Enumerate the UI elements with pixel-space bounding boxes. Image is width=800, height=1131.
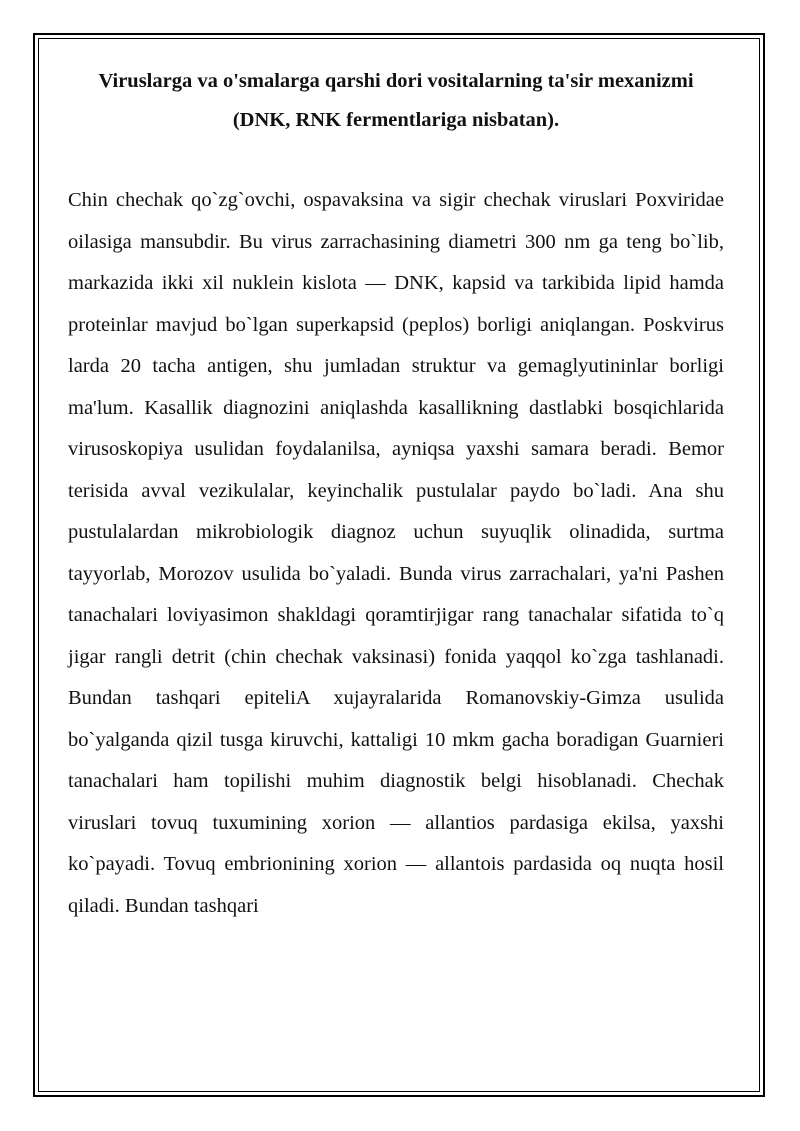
body-paragraph: Chin chechak qo`zg`ovchi, ospavaksina va sigir chechak viruslari Poxviridae oilasiga mansubdir. Bu virus zarrachasining diametri 300 nm ga teng bo`lib, markazida ikki xil nuklein kislota — DNK, kapsid va tarkibida lipid hamda proteinlar mavjud bo`lgan superkapsid (peplos) borligi aniqlangan. Poskvirus larda 20 tacha antigen, shu jumladan struktur va gemaglyutininlar borligi ma'lum. Kasallik diagnozini aniqlashda kasallikning dastlabki bosqichlarida virusoskopiya usulidan foydalanilsa, ayniqsa yaxshi samara beradi. Bemor terisida avval vezikulalar, keyinchalik pustulalar paydo bo`ladi. Ana shu pustulalardan mikrobiologik diagnoz uchun suyuqlik olinadida, surtma tayyorlab, Morozov usulida bo`yaladi. Bunda virus zarrachalari, ya'ni Pashen tanachalari loviyasimon shakldagi qoramtirjigar rang tanachalar sifatida to`q jigar rangli detrit (chin chechak vaksinasi) fonida yaqqol ko`zga tashlanadi. Bundan tashqari epiteliA xujayralarida Romanovskiy-Gimza usulida bo`yalganda qizil tusga kiruvchi, kattaligi 10 mkm gacha boradigan Guarnieri tanachalari ham topilishi muhim diagnostik belgi hisoblanadi. Chechak viruslari tovuq tuxumining xorion — allantios pardasiga ekilsa, yaxshi ko`payadi. Tovuq embrionining xorion — allantois pardasida oq nuqta hosil qiladi. Bundan tashqari — [68, 189, 724, 917]
document-title: Viruslarga va o'smalarga qarshi dori vositalarning ta'sir mexanizmi (DNK, RNK fermentlariga nisbatan). — [98, 70, 694, 131]
document-content — [68, 62, 724, 927]
